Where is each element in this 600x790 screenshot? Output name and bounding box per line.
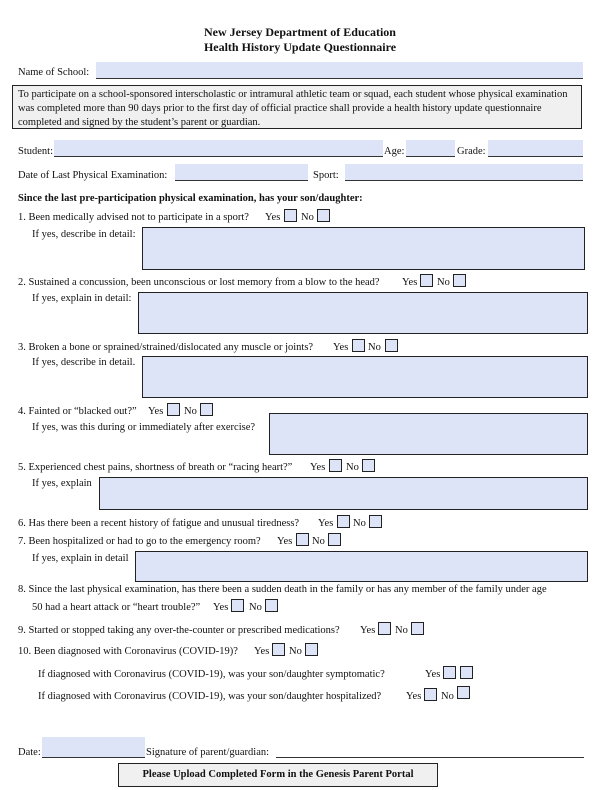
q2-no-checkbox[interactable]: [453, 274, 466, 287]
q4-text: 4. Fainted or “blacked out?”: [18, 406, 137, 417]
q7-no-label: No: [312, 536, 325, 547]
q2-text: 2. Sustained a concussion, been unconscious or lost memory from a blow to the head?: [18, 277, 380, 288]
q3-yes-checkbox[interactable]: [352, 339, 365, 352]
grade-input[interactable]: [488, 140, 583, 157]
q10b-text: If diagnosed with Coronavirus (COVID-19), was your son/daughter hospitalized?: [38, 691, 382, 702]
q3-detail-textarea[interactable]: [142, 356, 588, 398]
q2-no-label: No: [437, 277, 450, 288]
form-title: New Jersey Department of Education: [204, 25, 396, 39]
q10-no-checkbox[interactable]: [305, 643, 318, 656]
q3-no-label: No: [368, 342, 381, 353]
age-input[interactable]: [406, 140, 455, 157]
q5-yes-label: Yes: [310, 462, 326, 473]
school-label: Name of School:: [18, 67, 90, 78]
q1-no-label: No: [301, 212, 314, 223]
q10a-yes-checkbox[interactable]: [443, 666, 456, 679]
q10a-yes-label: Yes: [425, 669, 441, 680]
q3-no-checkbox[interactable]: [385, 339, 398, 352]
q9-yes-label: Yes: [360, 625, 376, 636]
q5-yes-checkbox[interactable]: [329, 459, 342, 472]
q10-yes-checkbox[interactable]: [272, 643, 285, 656]
q6-yes-label: Yes: [318, 518, 334, 529]
q7-text: 7. Been hospitalized or had to go to the emergency room?: [18, 536, 261, 547]
student-label: Student:: [18, 146, 54, 157]
q9-text: 9. Started or stopped taking any over-the-counter or prescribed medications?: [18, 625, 340, 636]
q1-yes-label: Yes: [265, 212, 281, 223]
sport-label: Sport:: [313, 170, 339, 181]
q3-yes-label: Yes: [333, 342, 349, 353]
date-label: Date:: [18, 747, 41, 758]
q7-yes-label: Yes: [277, 536, 293, 547]
q4-no-checkbox[interactable]: [200, 403, 213, 416]
q5-detail-label: If yes, explain: [32, 478, 92, 489]
q2-detail-label: If yes, explain in detail:: [32, 293, 132, 304]
q8-no-label: No: [249, 602, 262, 613]
signature-line[interactable]: [276, 756, 584, 758]
questions-intro: Since the last pre-participation physical examination, has your son/daughter:: [18, 193, 363, 204]
grade-label: Grade:: [457, 146, 486, 157]
q6-text: 6. Has there been a recent history of fatigue and unusual tiredness?: [18, 518, 300, 529]
q9-no-label: No: [395, 625, 408, 636]
q7-no-checkbox[interactable]: [328, 533, 341, 546]
q10b-no-checkbox[interactable]: [457, 686, 470, 699]
form-subtitle: Health History Update Questionnaire: [203, 40, 397, 54]
q4-no-label: No: [184, 406, 197, 417]
age-label: Age:: [384, 146, 405, 157]
q1-no-checkbox[interactable]: [317, 209, 330, 222]
q9-no-checkbox[interactable]: [411, 622, 424, 635]
q8-no-checkbox[interactable]: [265, 599, 278, 612]
q10b-yes-label: Yes: [406, 691, 422, 702]
q7-detail-label: If yes, explain in detail: [32, 553, 129, 564]
upload-instruction: Please Upload Completed Form in the Genesis Parent Portal: [118, 763, 438, 787]
q5-text: 5. Experienced chest pains, shortness of breath or “racing heart?”: [18, 462, 293, 473]
q5-no-checkbox[interactable]: [362, 459, 375, 472]
q1-text: 1. Been medically advised not to participate in a sport?: [18, 212, 249, 223]
q8-yes-checkbox[interactable]: [231, 599, 244, 612]
q9-yes-checkbox[interactable]: [378, 622, 391, 635]
q1-detail-label: If yes, describe in detail:: [32, 229, 136, 240]
q5-no-label: No: [346, 462, 359, 473]
q3-detail-label: If yes, describe in detail.: [32, 357, 136, 368]
q1-detail-textarea[interactable]: [142, 227, 585, 270]
eligibility-notice: To participate on a school-sponsored interscholastic or intramural athletic team or squad, each student whose physical examination was completed more than 90 days prior to the first day of official practice shall provide a health history update questionnaire completed and signed by the student’s parent or guardian.: [12, 85, 582, 129]
q2-detail-textarea[interactable]: [138, 292, 588, 334]
q10a-no-checkbox[interactable]: [460, 666, 473, 679]
school-input[interactable]: [96, 62, 583, 79]
student-input[interactable]: [54, 140, 383, 157]
q4-yes-checkbox[interactable]: [167, 403, 180, 416]
q2-yes-label: Yes: [402, 277, 418, 288]
q10-yes-label: Yes: [254, 646, 270, 657]
q10a-text: If diagnosed with Coronavirus (COVID-19), was your son/daughter symptomatic?: [38, 669, 385, 680]
q10b-yes-checkbox[interactable]: [424, 688, 437, 701]
q6-no-label: No: [353, 518, 366, 529]
q5-detail-textarea[interactable]: [99, 477, 588, 510]
q1-yes-checkbox[interactable]: [284, 209, 297, 222]
date-input[interactable]: [42, 737, 145, 758]
q10-text: 10. Been diagnosed with Coronavirus (COVID-19)?: [18, 646, 238, 657]
q4-yes-label: Yes: [148, 406, 164, 417]
q4-detail-textarea[interactable]: [269, 413, 588, 455]
q8-text-line2: 50 had a heart attack or “heart trouble?”: [32, 602, 201, 613]
q6-no-checkbox[interactable]: [369, 515, 382, 528]
q10b-no-label: No: [441, 691, 454, 702]
q3-text: 3. Broken a bone or sprained/strained/dislocated any muscle or joints?: [18, 342, 314, 353]
q7-detail-textarea[interactable]: [135, 551, 588, 582]
exam-date-label: Date of Last Physical Examination:: [18, 170, 168, 181]
exam-date-input[interactable]: [175, 164, 308, 181]
q4-detail-label: If yes, was this during or immediately after exercise?: [32, 422, 256, 433]
q6-yes-checkbox[interactable]: [337, 515, 350, 528]
signature-label: Signature of parent/guardian:: [146, 747, 270, 758]
q8-yes-label: Yes: [213, 602, 229, 613]
sport-input[interactable]: [345, 164, 583, 181]
q2-yes-checkbox[interactable]: [420, 274, 433, 287]
q7-yes-checkbox[interactable]: [296, 533, 309, 546]
q10-no-label: No: [289, 646, 302, 657]
q8-text-line1: 8. Since the last physical examination, has there been a sudden death in the family or has any member of the family under age: [18, 584, 547, 595]
